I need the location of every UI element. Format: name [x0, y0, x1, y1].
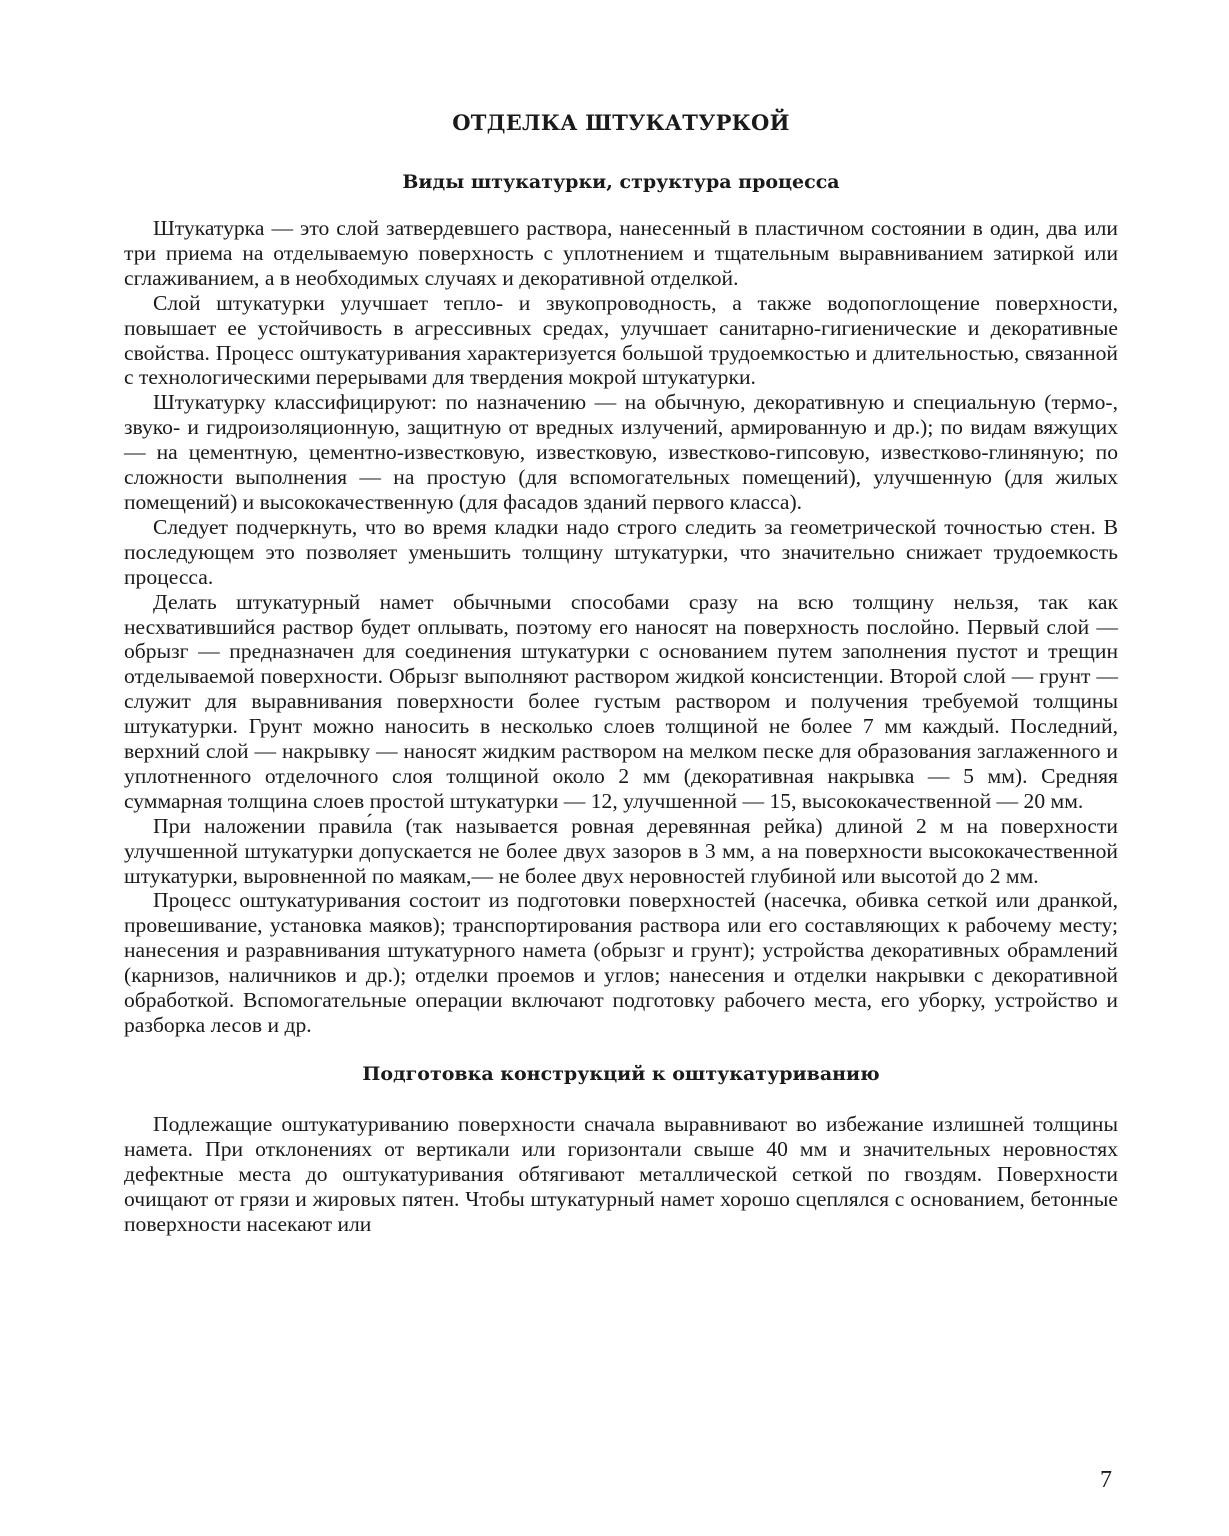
page-body [124, 110, 1118, 1236]
chapter-title: ОТДЕЛКА ШТУКАТУРКОЙ [452, 110, 790, 135]
page-number: 7 [1100, 1467, 1112, 1493]
section-body [124, 216, 1118, 1038]
paragraph: При наложении прави́ла (так называется ровная деревянная рейка) длиной 2 м на поверхности улучшенной штукатурки допускается не более двух зазоров в 3 мм, а на поверхности высококачественной штукатурки, выровненной по маякам,— не более двух неровностей глубиной или высотой до 2 мм. [124, 813, 1118, 888]
paragraph: Штукатурка — это слой затвердевшего раствора, нанесенный в пластичном состоянии в один, два или три приема на отделываемую поверхность с уплотнением и тщательным выравниванием затиркой или сглаживанием, а в необходимых случаях и декоративной отделкой. [124, 216, 1118, 290]
paragraph: Слой штукатурки улучшает тепло- и звукопроводность, а также водопоглощение поверхности, повышает ее устойчивость в агрессивных средах, улучшает санитарно-гигиенические и декоративные свойства. Процесс оштукатуривания характеризуется большой трудоемкостью и длительностью, связанной с технологическими перерывами для твердения мокрой штукатурки. [124, 290, 1118, 390]
section-title: Виды штукатурки, структура процесса [402, 171, 840, 193]
paragraph: Процесс оштукатуривания состоит из подготовки поверхностей (насечка, обивка сеткой или дранкой, провешивание, установка маяков); транспортирования раствора или его составляющих к рабочему месту; нанесения и разравнивания штукатурного намета (обрызг и грунт); устройства декоративных обрамлений (карнизов, наличников и др.); отделки проемов и углов; нанесения и отделки накрывки с декоративной обработкой. Вспомогательные операции включают подготовку рабочего места, его уборку, устройство и разборка лесов и др. [124, 888, 1118, 1037]
paragraph: Штукатурку классифицируют: по назначению — на обычную, декоративную и специальную (термо-, звуко- и гидроизоляционную, защитную от вредных излучений, армированную и др.); по видам вяжущих — на цементную, цементно-известковую, известковую, известково-гипсовую, известково-глиняную; по сложности выполнения — на простую (для вспомогательных помещений), улучшенную (для жилых помещений) и высококачественную (для фасадов зданий первого класса). [124, 390, 1118, 514]
paragraph: Следует подчеркнуть, что во время кладки надо строго следить за геометрической точностью стен. В последующем это позволяет уменьшить толщину штукатурки, что значительно снижает трудоемкость процесса. [124, 514, 1118, 589]
paragraph: Подлежащие оштукатуриванию поверхности сначала выравнивают во избежание излишней толщины намета. При отклонениях от вертикали или горизонтали свыше 40 мм и значительных неровностях дефектные места до оштукатуривания обтягивают металлической сеткой по гвоздям. Поверхности очищают от грязи и жировых пятен. Чтобы штукатурный намет хорошо сцеплялся с основанием, бетонные поверхности насекают или [124, 1111, 1118, 1236]
section-title: Подготовка конструкций к оштукатуриванию [362, 1062, 880, 1085]
section-body [124, 1112, 1118, 1237]
paragraph: Делать штукатурный намет обычными способами сразу на всю толщину нельзя, так как несхватившийся раствор будет оплывать, поэтому его наносят на поверхность послойно. Первый слой — обрызг — предназначен для соединения штукатурки с основанием путем заполнения пустот и трещин отделываемой поверхности. Обрызг выполняют раствором жидкой консистенции. Второй слой — грунт — служит для выравнивания поверхности более густым раствором и получения требуемой толщины штукатурки. Грунт можно наносить в несколько слоев толщиной не более 7 мм каждый. Последний, верхний слой — накрывку — наносят жидким раствором на мелком песке для образования заглаженного и уплотненного отделочного слоя толщиной около 2 мм (декоративная накрывка — 5 мм). Средняя суммарная толщина слоев простой штукатурки — 12, улучшенной — 15, высококачественной — 20 мм. [124, 589, 1118, 813]
